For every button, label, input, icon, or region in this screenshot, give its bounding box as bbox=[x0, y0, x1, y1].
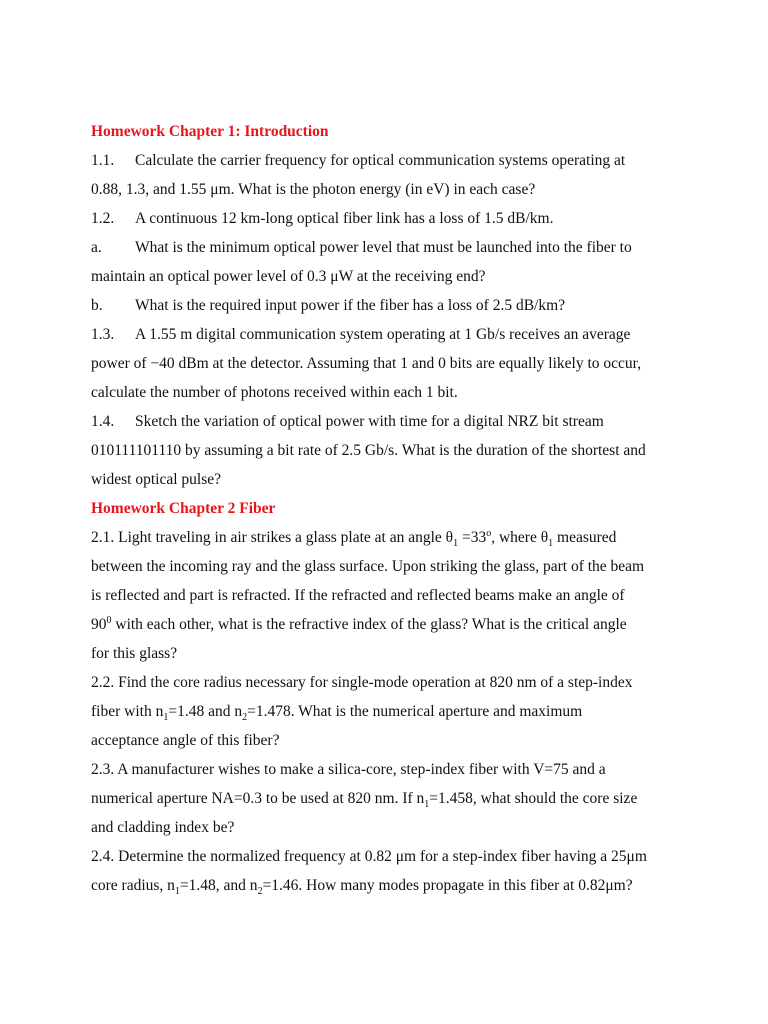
subscript: 2 bbox=[242, 712, 248, 724]
text-run: 2.1. Light traveling in air strikes a glass plate at an angle θ bbox=[91, 529, 454, 546]
subscript: 1 bbox=[174, 886, 180, 898]
question-2-1-line5: for this glass? bbox=[91, 645, 178, 662]
question-1-2-line1 bbox=[91, 204, 691, 233]
question-2-1-line4 bbox=[91, 610, 691, 639]
question-1-3-line2: power of −40 dBm at the detector. Assuming that 1 and 0 bits are equally likely to occur, bbox=[91, 355, 642, 372]
question-2-1-line1 bbox=[91, 523, 691, 552]
question-text: A continuous 12 km-long optical fiber link has a loss of 1.5 dB/km. bbox=[135, 210, 554, 227]
subscript: 2 bbox=[257, 886, 263, 898]
question-2-1-line3: is reflected and part is refracted. If the refracted and reflected beams make an angle of bbox=[91, 587, 625, 604]
question-1-4-line2: 010111101110 by assuming a bit rate of 2.5 Gb/s. What is the duration of the shortest and bbox=[91, 442, 646, 459]
question-number: b. bbox=[91, 297, 103, 314]
question-text: A 1.55 m digital communication system operating at 1 Gb/s receives an average bbox=[135, 326, 631, 343]
subscript: 1 bbox=[453, 538, 459, 550]
question-number: a. bbox=[91, 239, 102, 256]
text-run: measured bbox=[553, 529, 617, 546]
superscript: o bbox=[486, 527, 492, 539]
text-run: core radius, n bbox=[91, 877, 175, 894]
question-number: 1.3. bbox=[91, 326, 115, 343]
text-run: =33 bbox=[458, 529, 487, 546]
text-run: =1.48 and n bbox=[168, 703, 243, 720]
superscript: 0 bbox=[106, 614, 112, 626]
chapter2-heading: Homework Chapter 2 Fiber bbox=[91, 500, 276, 517]
question-1-4-line3: widest optical pulse? bbox=[91, 471, 221, 488]
question-2-3-line1: 2.3. A manufacturer wishes to make a silica-core, step-index fiber with V=75 and a bbox=[91, 761, 606, 778]
question-text: What is the minimum optical power level that must be launched into the fiber to bbox=[135, 239, 632, 256]
text-run: =1.478. What is the numerical aperture and maximum bbox=[247, 703, 583, 720]
subscript: 1 bbox=[163, 712, 169, 724]
text-run: , where θ bbox=[491, 529, 549, 546]
text-run: fiber with n bbox=[91, 703, 164, 720]
subscript: 1 bbox=[548, 538, 554, 550]
document-body bbox=[91, 117, 691, 900]
question-2-2-line3: acceptance angle of this fiber? bbox=[91, 732, 280, 749]
question-1-2a-line2: maintain an optical power level of 0.3 μW at the receiving end? bbox=[91, 268, 486, 285]
question-2-2-line1: 2.2. Find the core radius necessary for single-mode operation at 820 nm of a step-index bbox=[91, 674, 633, 691]
question-1-1-line2: 0.88, 1.3, and 1.55 μm. What is the photon energy (in eV) in each case? bbox=[91, 181, 536, 198]
text-run: =1.48, and n bbox=[179, 877, 258, 894]
text-run: =1.458, what should the core size bbox=[429, 790, 638, 807]
question-1-4-line1 bbox=[91, 407, 691, 436]
subscript: 1 bbox=[424, 799, 430, 811]
question-2-4-line2 bbox=[91, 871, 691, 900]
question-number: 1.2. bbox=[91, 210, 115, 227]
text-run: 90 bbox=[91, 616, 107, 633]
question-1-3-line1 bbox=[91, 320, 691, 349]
text-run: with each other, what is the refractive index of the glass? What is the critical angle bbox=[111, 616, 627, 633]
question-2-3-line3: and cladding index be? bbox=[91, 819, 235, 836]
question-text: What is the required input power if the fiber has a loss of 2.5 dB/km? bbox=[135, 297, 566, 314]
chapter1-heading: Homework Chapter 1: Introduction bbox=[91, 123, 329, 140]
question-2-3-line2 bbox=[91, 784, 691, 813]
question-1-3-line3: calculate the number of photons received within each 1 bit. bbox=[91, 384, 458, 401]
text-run: =1.46. How many modes propagate in this fiber at 0.82μm? bbox=[262, 877, 633, 894]
question-text: Calculate the carrier frequency for optical communication systems operating at bbox=[135, 152, 626, 169]
question-text: Sketch the variation of optical power with time for a digital NRZ bit stream bbox=[135, 413, 604, 430]
question-1-2b-line1 bbox=[91, 291, 691, 320]
question-number: 1.1. bbox=[91, 152, 115, 169]
question-number: 1.4. bbox=[91, 413, 115, 430]
question-1-2a-line1 bbox=[91, 233, 691, 262]
question-2-4-line1: 2.4. Determine the normalized frequency at 0.82 μm for a step-index fiber having a 25μm bbox=[91, 848, 647, 865]
question-1-1-line1 bbox=[91, 146, 691, 175]
text-run: numerical aperture NA=0.3 to be used at 820 nm. If n bbox=[91, 790, 425, 807]
question-2-2-line2 bbox=[91, 697, 691, 726]
question-2-1-line2: between the incoming ray and the glass surface. Upon striking the glass, part of the beam bbox=[91, 558, 645, 575]
